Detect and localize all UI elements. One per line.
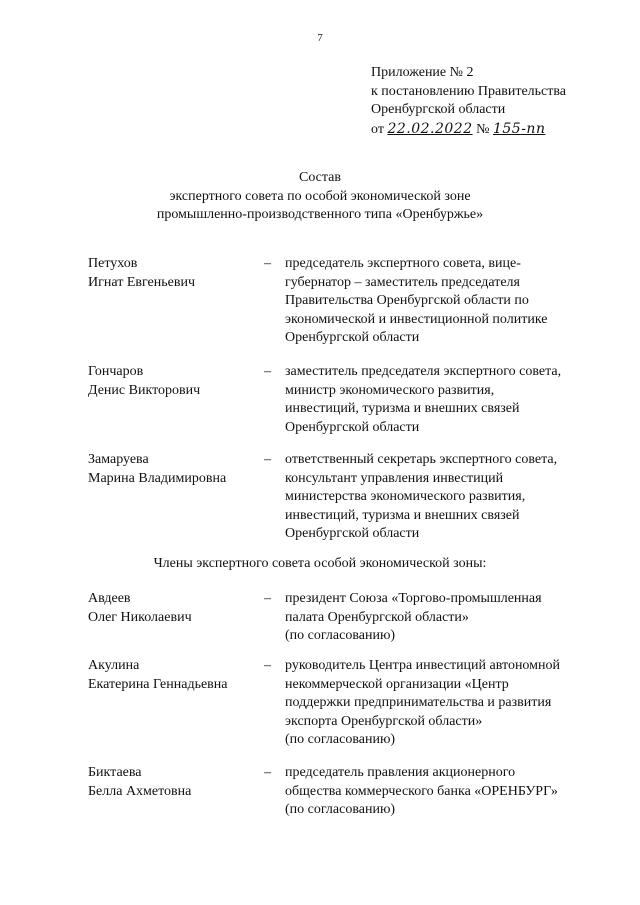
handwritten-date: 22.02.2022 xyxy=(387,120,473,137)
role-line: инвестиций, туризма и внешних связей xyxy=(285,401,520,416)
role-line: председатель правления акционерного xyxy=(285,765,516,780)
dash-separator: – xyxy=(264,765,271,780)
member-role xyxy=(285,764,595,820)
role-line: ответственный секретарь экспертного совета, xyxy=(285,452,558,467)
number-prefix: № xyxy=(476,121,490,137)
member-surname: Замаруева xyxy=(88,452,149,467)
member-name xyxy=(88,657,263,694)
role-line: Оренбургской области xyxy=(285,419,420,435)
page-number: 7 xyxy=(317,32,323,44)
appendix-date-line xyxy=(371,120,566,140)
heading-title: Состав xyxy=(298,170,341,185)
role-line: экономической и инвестиционной политике xyxy=(285,311,548,327)
member-name xyxy=(88,451,263,488)
role-line: председатель экспертного совета, вице- xyxy=(285,256,521,271)
role-line: Оренбургской области xyxy=(285,330,420,345)
member-given-name: Игнат Евгеньевич xyxy=(88,274,195,290)
role-line: Оренбургской области xyxy=(285,526,420,541)
appendix-block xyxy=(371,64,566,139)
role-line: (по согласованию) xyxy=(285,628,396,643)
role-line: Правительства Оренбургской области по xyxy=(285,293,529,308)
member-surname: Авдеев xyxy=(88,591,131,606)
member-name xyxy=(88,255,263,292)
role-line: консультант управления инвестиций xyxy=(285,470,504,486)
member-name xyxy=(88,764,263,801)
member-name xyxy=(88,590,263,627)
members-heading: Члены экспертного совета особой экономической зоны: xyxy=(153,556,487,571)
member-given-name: Олег Николаевич xyxy=(88,609,192,625)
role-line: заместитель председателя экспертного совета, xyxy=(285,364,562,379)
dash-separator: – xyxy=(264,452,271,467)
member-role xyxy=(285,451,595,544)
member-given-name: Денис Викторович xyxy=(88,382,201,398)
heading-subtitle-2: промышленно-производственного типа «Оренбуржье» xyxy=(156,207,484,222)
dash-separator: – xyxy=(264,364,271,379)
member-role xyxy=(285,363,595,437)
handwritten-number: 155-пп xyxy=(492,120,546,137)
role-line: некоммерческой организации «Центр xyxy=(285,676,509,692)
date-prefix: от xyxy=(371,121,384,137)
member-role xyxy=(285,657,595,750)
role-line: инвестиций, туризма и внешних связей xyxy=(285,507,520,523)
member-role xyxy=(285,255,595,348)
appendix-region: Оренбургской области xyxy=(371,102,506,117)
appendix-title: Приложение № 2 xyxy=(371,65,474,80)
role-line: общества коммерческого банка «ОРЕНБУРГ» xyxy=(285,783,558,799)
role-line: экспорта Оренбургской области» xyxy=(285,713,483,729)
member-surname: Гончаров xyxy=(88,364,144,379)
appendix-resolution: к постановлению Правительства xyxy=(371,83,567,99)
role-line: (по согласованию) xyxy=(285,732,396,747)
role-line: палата Оренбургской области» xyxy=(285,609,469,625)
role-line: министерства экономического развития, xyxy=(285,489,526,504)
member-role xyxy=(285,590,595,646)
role-line: (по согласованию) xyxy=(285,802,396,817)
heading-subtitle-1: экспертного совета по особой экономической зоне xyxy=(169,188,471,204)
role-line: губернатор – заместитель председателя xyxy=(285,274,520,290)
role-line: руководитель Центра инвестиций автономной xyxy=(285,658,561,673)
member-given-name: Екатерина Геннадьевна xyxy=(88,676,228,692)
member-surname: Петухов xyxy=(88,256,138,271)
document-heading xyxy=(0,169,640,225)
role-line: министр экономического развития, xyxy=(285,382,495,398)
role-line: поддержки предпринимательства и развития xyxy=(285,695,552,710)
member-given-name: Марина Владимировна xyxy=(88,470,227,486)
member-name xyxy=(88,363,263,400)
dash-separator: – xyxy=(264,591,271,606)
member-given-name: Белла Ахметовна xyxy=(88,783,192,799)
role-line: президент Союза «Торгово-промышленная xyxy=(285,591,542,606)
member-surname: Акулина xyxy=(88,658,140,673)
dash-separator: – xyxy=(264,256,271,271)
dash-separator: – xyxy=(264,658,271,673)
member-surname: Биктаева xyxy=(88,765,142,780)
